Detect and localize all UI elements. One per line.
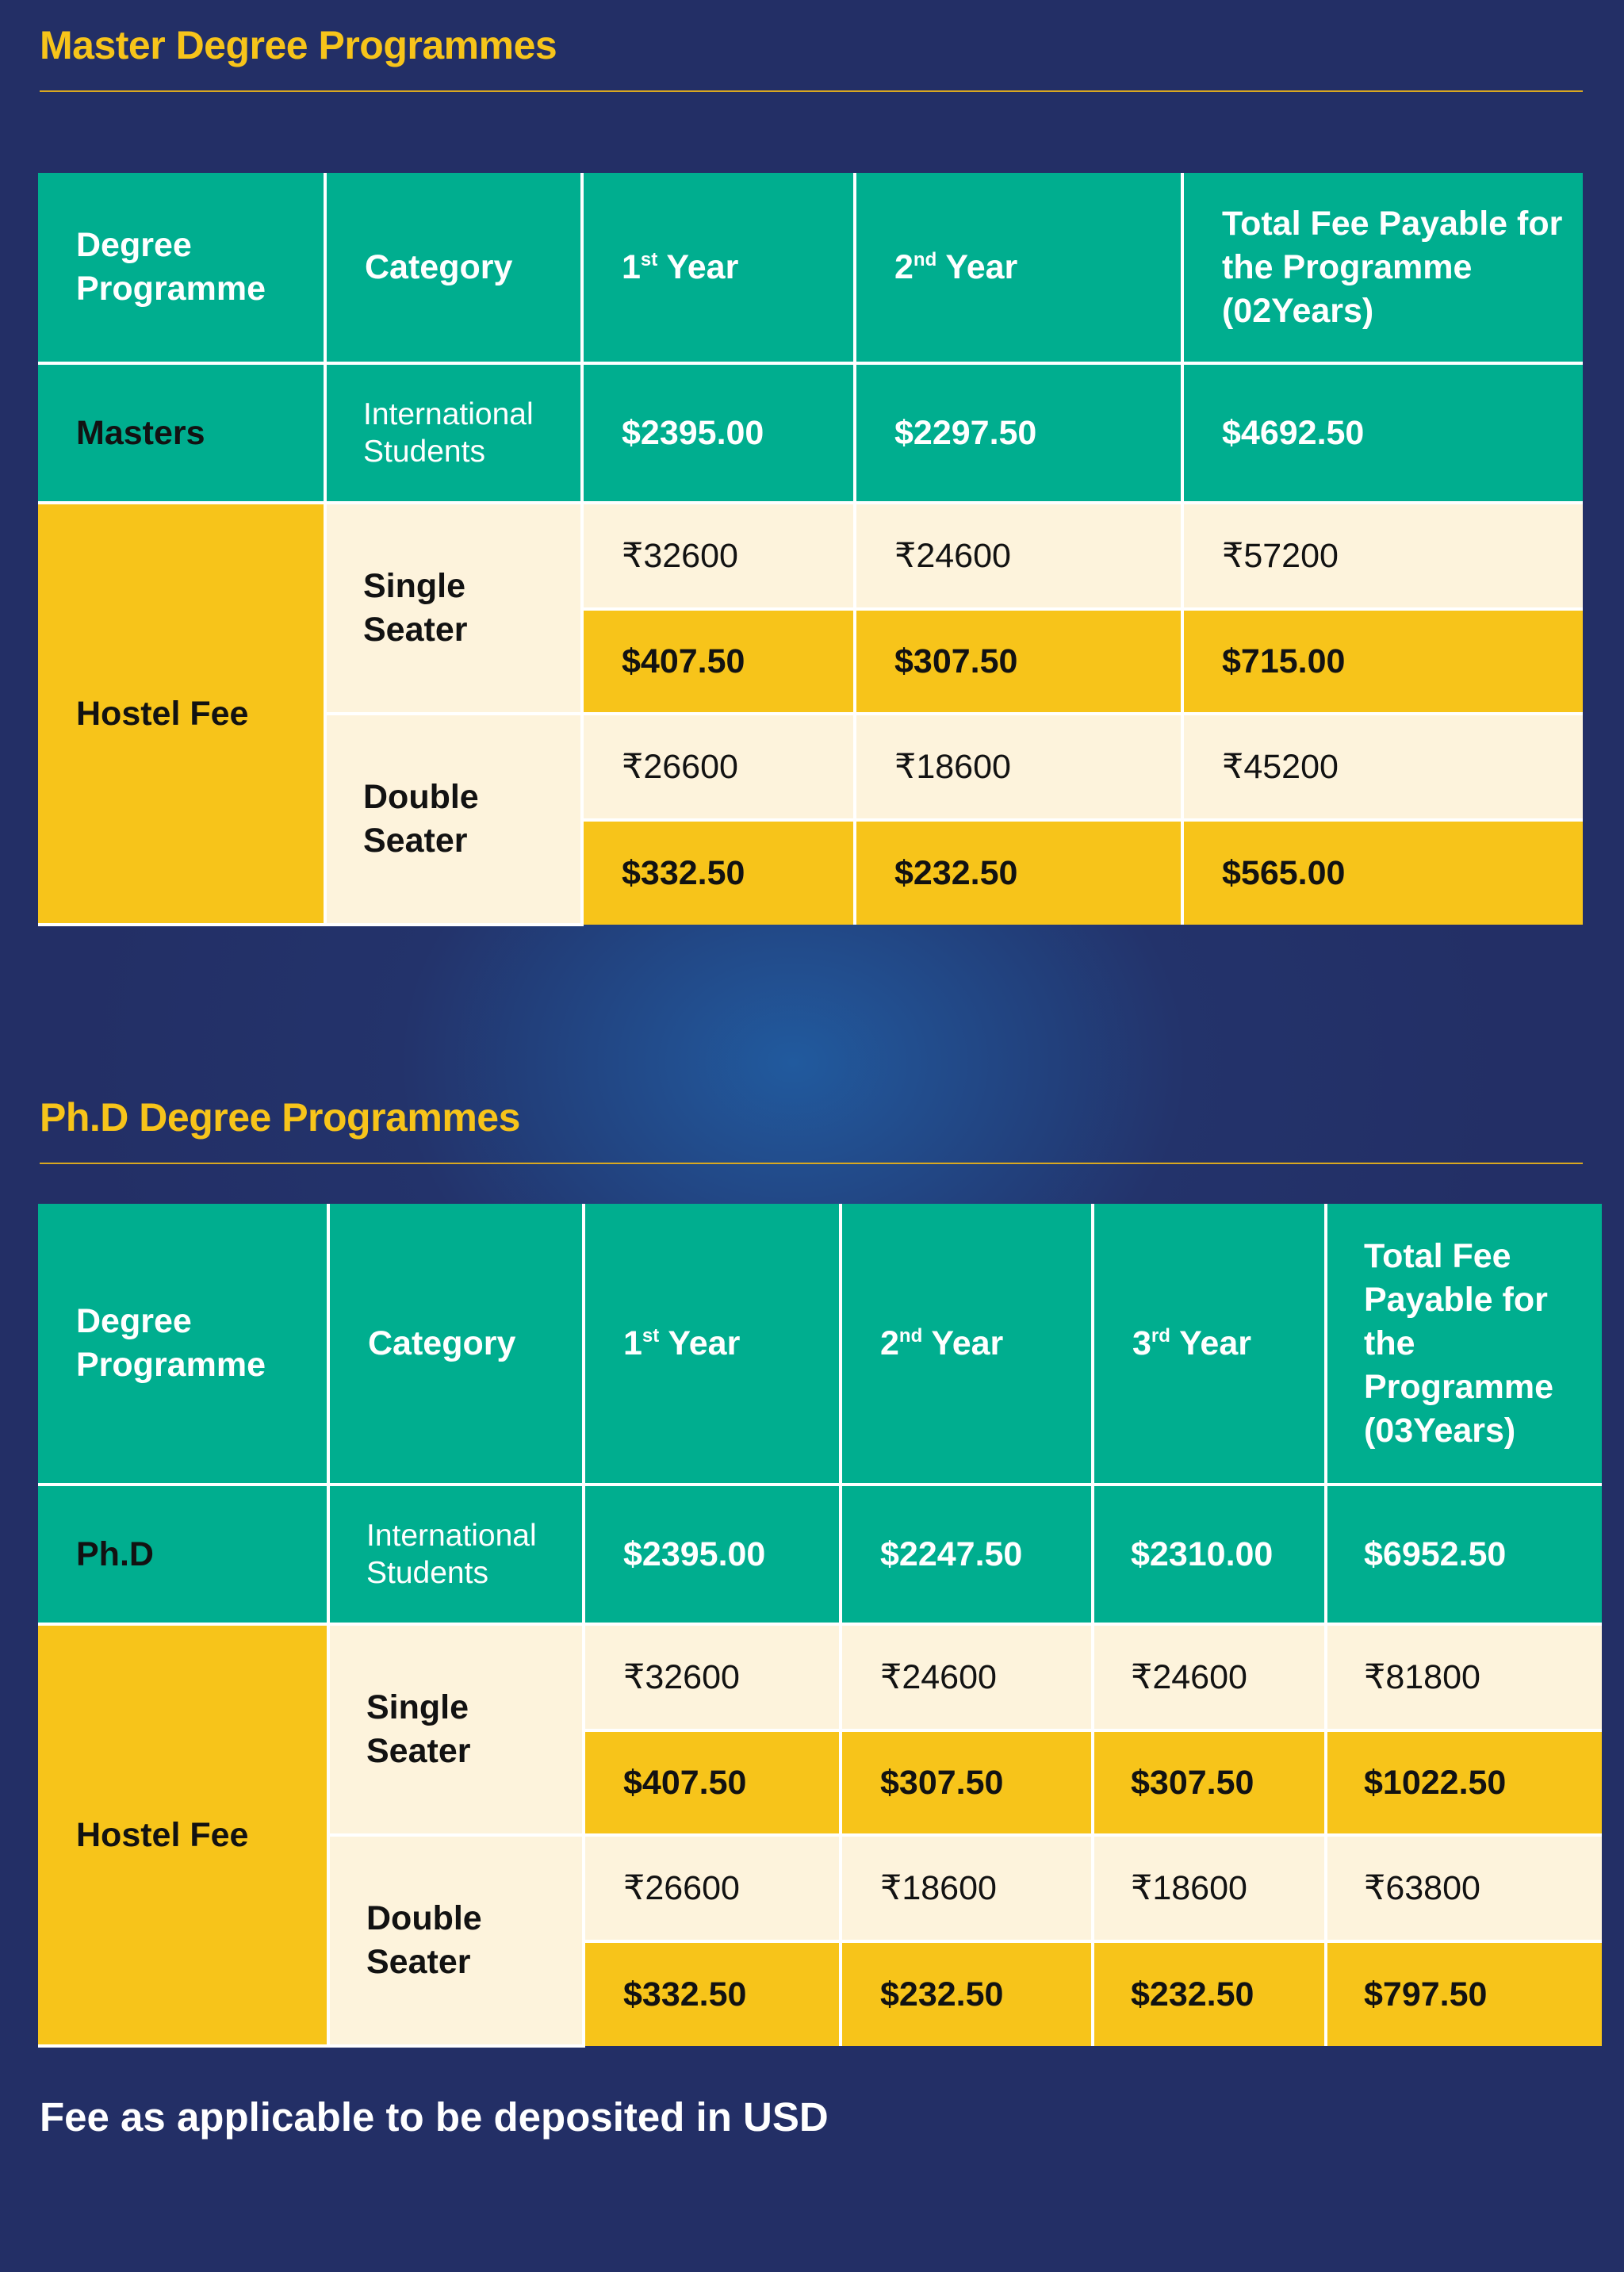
masters-tuition-total: $4692.50 — [1182, 363, 1583, 503]
masters-single-usd-year1: $407.50 — [582, 609, 855, 714]
phd-double-inr-total: ₹63800 — [1326, 1835, 1602, 1941]
phd-single-inr-total: ₹81800 — [1326, 1624, 1602, 1730]
phd-single-usd-year2: $307.50 — [841, 1730, 1093, 1835]
masters-single-inr-year2: ₹24600 — [855, 503, 1182, 609]
phd-single-label: Single Seater — [328, 1624, 584, 1835]
masters-double-inr-year2: ₹18600 — [855, 714, 1182, 820]
masters-title-divider — [40, 90, 1583, 92]
phd-double-usd-total: $797.50 — [1326, 1941, 1602, 2046]
masters-double-usd-total: $565.00 — [1182, 820, 1583, 925]
phd-double-inr-year3: ₹18600 — [1093, 1835, 1326, 1941]
phd-double-usd-year1: $332.50 — [584, 1941, 841, 2046]
masters-double-usd-year2: $232.50 — [855, 820, 1182, 925]
masters-double-inr-year1: ₹26600 — [582, 714, 855, 820]
phd-header-row — [38, 1204, 1602, 1485]
masters-single-inr-total: ₹57200 — [1182, 503, 1583, 609]
masters-single-label: Single Seater — [325, 503, 582, 714]
masters-tuition-year1: $2395.00 — [582, 363, 855, 503]
phd-header-category: Category — [328, 1204, 584, 1485]
phd-tuition-year3: $2310.00 — [1093, 1485, 1326, 1624]
masters-single-usd-year2: $307.50 — [855, 609, 1182, 714]
masters-header-degree: Degree Programme — [38, 173, 325, 363]
masters-tuition-row — [38, 363, 1583, 503]
phd-tuition-row — [38, 1485, 1602, 1624]
masters-double-inr-total: ₹45200 — [1182, 714, 1583, 820]
phd-header-degree: Degree Programme — [38, 1204, 328, 1485]
masters-header-year2: 2nd Year — [855, 173, 1182, 363]
masters-header-total: Total Fee Payable for the Programme (02Years) — [1182, 173, 1583, 363]
phd-header-year2: 2nd Year — [841, 1204, 1093, 1485]
phd-single-usd-year3: $307.50 — [1093, 1730, 1326, 1835]
masters-double-usd-year1: $332.50 — [582, 820, 855, 925]
phd-tuition-year2: $2247.50 — [841, 1485, 1093, 1624]
phd-header-total: Total Fee Payable for the Programme (03Years) — [1326, 1204, 1602, 1485]
masters-header-row — [38, 173, 1583, 363]
masters-single-inr-row — [38, 503, 1583, 609]
usd-deposit-note: Fee as applicable to be deposited in USD — [40, 2094, 829, 2140]
phd-single-usd-year1: $407.50 — [584, 1730, 841, 1835]
phd-double-usd-year2: $232.50 — [841, 1941, 1093, 2046]
phd-single-inr-year3: ₹24600 — [1093, 1624, 1326, 1730]
masters-category: International Students — [325, 363, 582, 503]
masters-tuition-year2: $2297.50 — [855, 363, 1182, 503]
phd-section-title: Ph.D Degree Programmes — [40, 1095, 520, 1140]
masters-header-year1: 1st Year — [582, 173, 855, 363]
masters-header-category: Category — [325, 173, 582, 363]
masters-single-inr-year1: ₹32600 — [582, 503, 855, 609]
phd-degree-name: Ph.D — [38, 1485, 328, 1624]
masters-single-usd-total: $715.00 — [1182, 609, 1583, 714]
phd-single-usd-total: $1022.50 — [1326, 1730, 1602, 1835]
phd-hostel-label: Hostel Fee — [38, 1624, 328, 2046]
phd-double-label: Double Seater — [328, 1835, 584, 2046]
masters-double-label: Double Seater — [325, 714, 582, 925]
phd-title-divider — [40, 1163, 1583, 1164]
phd-single-inr-row — [38, 1624, 1602, 1730]
phd-single-inr-year1: ₹32600 — [584, 1624, 841, 1730]
phd-double-usd-year3: $232.50 — [1093, 1941, 1326, 2046]
masters-degree-name: Masters — [38, 363, 325, 503]
masters-section-title: Master Degree Programmes — [40, 23, 557, 67]
masters-fee-table — [38, 173, 1583, 926]
phd-category: International Students — [328, 1485, 584, 1624]
phd-header-year3: 3rd Year — [1093, 1204, 1326, 1485]
phd-single-inr-year2: ₹24600 — [841, 1624, 1093, 1730]
phd-double-inr-year2: ₹18600 — [841, 1835, 1093, 1941]
masters-hostel-label: Hostel Fee — [38, 503, 325, 925]
phd-header-year1: 1st Year — [584, 1204, 841, 1485]
phd-tuition-total: $6952.50 — [1326, 1485, 1602, 1624]
phd-fee-table — [38, 1204, 1602, 2048]
phd-tuition-year1: $2395.00 — [584, 1485, 841, 1624]
phd-double-inr-year1: ₹26600 — [584, 1835, 841, 1941]
